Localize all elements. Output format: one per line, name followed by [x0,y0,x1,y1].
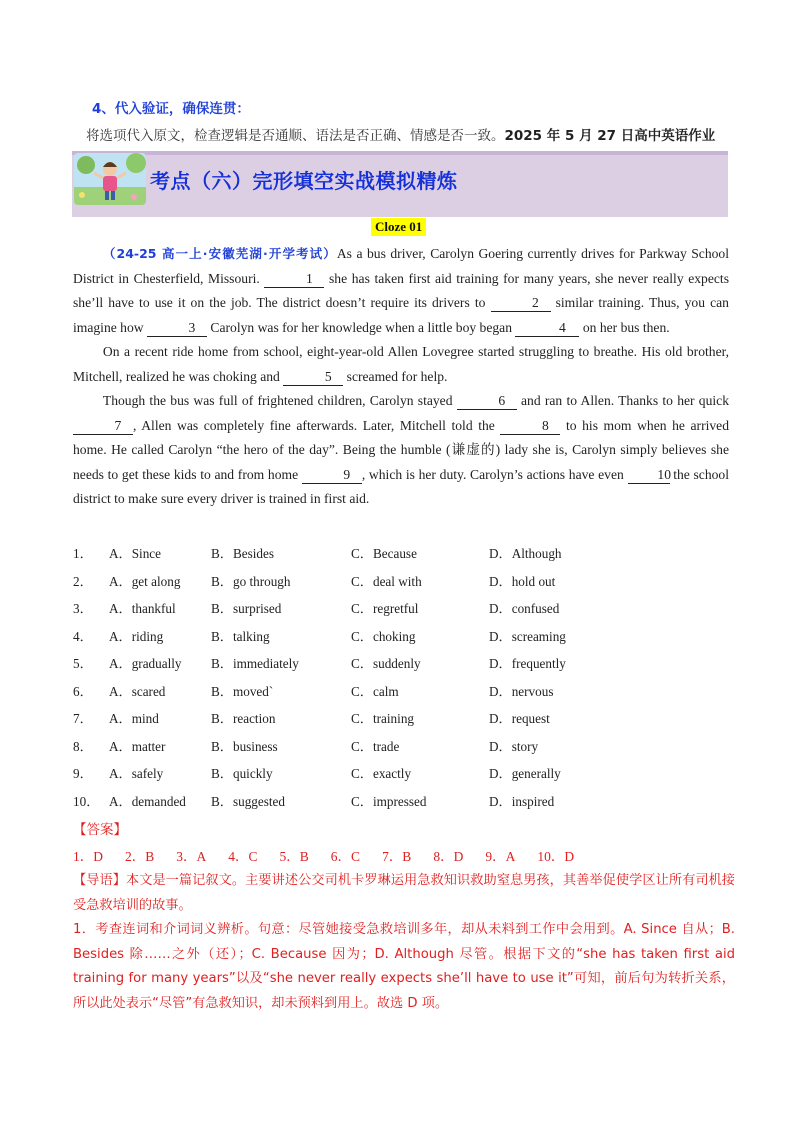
option-d: D．screaming [489,628,566,644]
text-segment: On a recent ride home from school, eight-year-old Allen Lovegree started struggling to breathe. His old brother, Mitchell, realized he was choking and [73,344,729,384]
option-c: C．regretful [351,601,419,617]
option-b: B．talking [211,628,270,644]
option-row [73,539,733,567]
text-segment: and ran to Allen. Thanks to her quick [516,393,730,408]
option-b: B．immediately [211,656,299,672]
option-b: B．business [211,738,278,754]
option-b: B．reaction [211,711,276,727]
explanation-1: 1．考查连词和介词词义辨析。句意：尽管她接受急救培训多年，却从未料到工作中会用到。A. Since 自从；B. Besides 除……之外（还）；C. Because 因为；D. Although 尽管。根据下文的“she has taken first aid training for many years”以及“she never really expects she’ll have to use it”可知，前后句为转折关系，所以此处表示“尽管”有急救知识，却未预料到用上。故选 D 项。 [73,922,735,1011]
answer-item: 6．C [330,849,361,864]
text-segment: on her bus then. [579,319,670,335]
answer-item: 9．A [485,849,516,864]
option-c: C．impressed [351,793,427,809]
option-c: C．training [351,711,415,727]
option-b: B．Besides [211,546,275,562]
blank-6: 6 [457,393,517,410]
blank-9: 9 [302,467,362,484]
answer-item: 8．D [433,849,464,864]
answer-item: 7．B [382,849,412,864]
option-row [73,732,733,760]
option-row [73,622,733,650]
section-title: 考点（六）完形填空实战模拟精炼 [150,169,458,193]
blank-4: 4 [515,320,579,337]
option-number: 1． [73,546,93,562]
option-row [73,787,733,815]
option-b: B．surprised [211,601,282,617]
banner-illustration [74,153,146,205]
option-row [73,649,733,677]
passage-paragraph-1 [73,242,729,340]
option-c: C．calm [351,683,399,699]
option-number: 3． [73,601,93,617]
answer-item: 10．D [537,849,575,864]
option-d: D．hold out [489,573,556,589]
answer-list [73,845,596,865]
answer-item: 5．B [279,849,309,864]
option-c: C．deal with [351,573,422,589]
option-b: B．quickly [211,766,273,782]
option-d: D．frequently [489,656,566,672]
option-b: B．moved` [211,683,274,699]
option-a: A．mind [109,711,159,727]
option-a: A．Since [109,546,162,562]
option-a: A．matter [109,738,166,754]
passage-paragraph-2 [73,340,729,389]
option-a: A．scared [109,683,166,699]
option-c: C．choking [351,628,416,644]
option-c: C．trade [351,738,400,754]
banner-stripe [72,151,728,155]
option-b: B．suggested [211,793,285,809]
answer-heading: 【答案】 [73,822,127,838]
option-c: C．Because [351,546,417,562]
blank-2: 2 [491,295,551,312]
cloze-passage [73,242,729,512]
text-segment: , Allen was completely fine afterwards. Later, Mitchell told the [133,417,501,433]
answer-item: 2．B [125,849,155,864]
option-a: A．thankful [109,601,176,617]
step-desc-text: 将选项代入原文，检查逻辑是否通顺、语法是否正确、情感是否一致。 [86,128,505,144]
explanation [73,869,735,1016]
option-b: B．go through [211,573,291,589]
option-d: D．request [489,711,550,727]
option-a: A．get along [109,573,181,589]
option-number: 9． [73,766,93,782]
option-row [73,759,733,787]
answer-item: 3．A [176,849,207,864]
text-segment: Though the bus was full of frightened children, Carolyn stayed [102,393,457,408]
text-segment: As a bus driver, Carolyn Goering currently drives for Parkway School District in Chesterfield, Missouri. [73,246,729,286]
option-c: C．exactly [351,766,412,782]
option-number: 7． [73,711,93,727]
exam-source: （24-25 高一上·安徽芜湖·开学考试） [102,246,337,261]
option-d: D．story [489,738,539,754]
answer-item: 4．C [228,849,258,864]
option-c: C．suddenly [351,656,421,672]
text-segment: she has taken first aid training for many years, she never really expects she’ll have to use it on the job. The district doesn’t require its drivers to [73,270,729,310]
blank-8: 8 [500,418,560,435]
option-number: 5． [73,656,93,672]
blank-1: 1 [264,271,324,288]
option-d: D．Although [489,546,562,562]
text-segment: the school district to make sure every driver is trained in first aid. [73,466,730,506]
option-d: D．confused [489,601,560,617]
answer-item: 1．D [73,849,103,864]
option-number: 8． [73,738,93,754]
option-a: A．gradually [109,656,182,672]
option-row [73,594,733,622]
option-row [73,567,733,595]
option-d: D．inspired [489,793,555,809]
option-d: D．generally [489,766,561,782]
date-stamp: 2025 年 5 月 27 日高中英语作业 [504,128,716,144]
blank-7: 7 [73,418,133,435]
text-segment: , which is her duty. Carolyn’s actions have even [361,466,628,482]
blank-3: 3 [147,320,207,337]
text-segment: to his mom when he arrived home. He called Carolyn “the hero of the day”. Being the humble (谦虚的) lady she is, Carolyn simply believes she needs to get these kids to and from home [73,417,729,482]
passage-paragraph-3 [73,389,729,512]
step-title: 4、代入验证，确保连贯： [92,101,250,117]
option-number: 10． [73,793,100,809]
blank-5: 5 [283,369,343,386]
text-segment: similar training. Thus, you can imagine how [73,295,729,335]
blank-10: 10 [628,467,670,484]
option-row [73,704,733,732]
option-d: D．nervous [489,683,554,699]
text-segment: screamed for help. [343,368,448,384]
option-number: 2． [73,573,93,589]
option-number: 6． [73,683,93,699]
option-number: 4． [73,628,93,644]
option-a: A．demanded [109,793,186,809]
option-a: A．riding [109,628,164,644]
guide-text: 【导语】本文是一篇记叙文。主要讲述公交司机卡罗琳运用急救知识救助窒息男孩，其善举促使学区让所有司机接受急救培训的故事。 [73,873,735,913]
option-a: A．safely [109,766,164,782]
text-segment: Carolyn was for her knowledge when a little boy began [207,319,516,335]
options-list [73,539,733,814]
cloze-label: Cloze 01 [371,218,426,236]
option-row [73,677,733,705]
step-description [86,124,715,144]
